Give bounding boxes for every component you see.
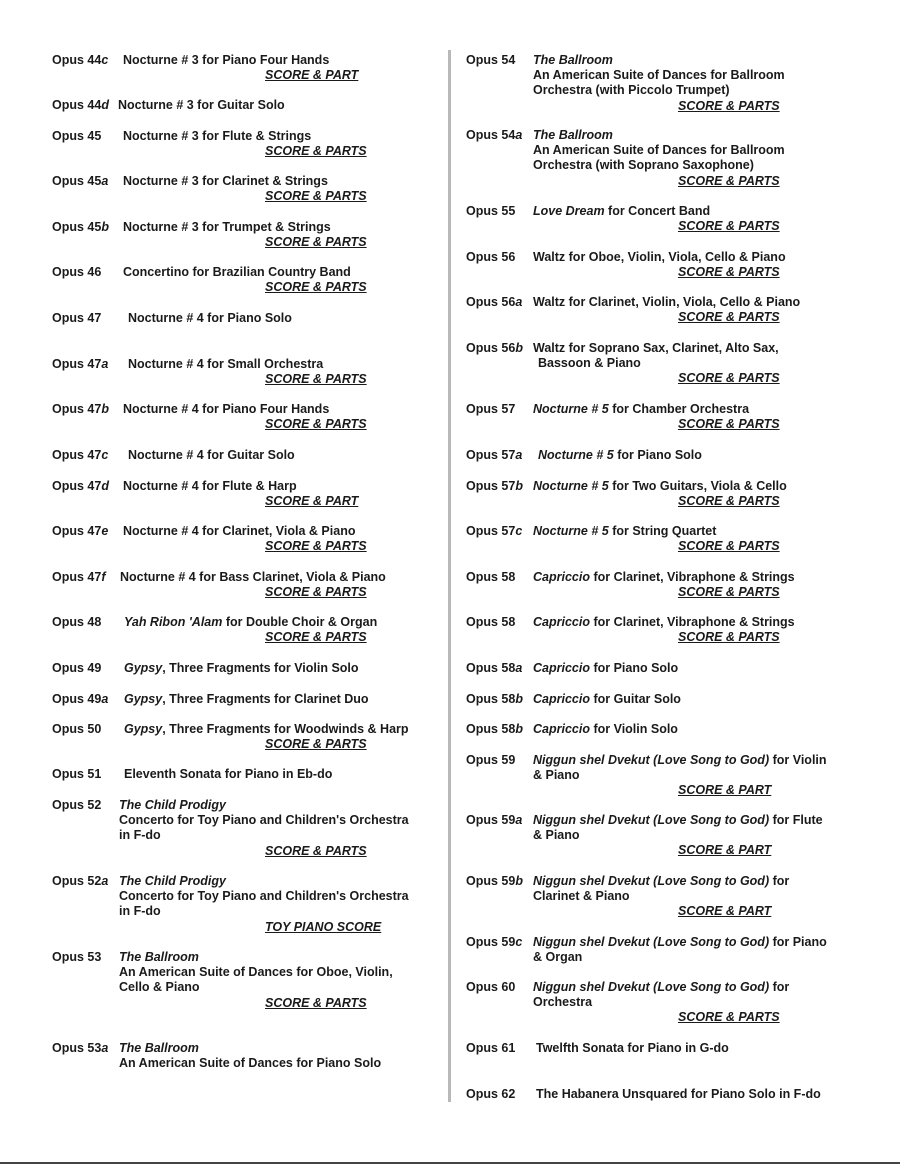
work-title-text: Nocturne # 4 for Flute & Harp <box>123 479 297 493</box>
score-parts-label: SCORE & PARTS <box>678 539 780 554</box>
work-title-line <box>533 53 900 68</box>
opus-suffix: b <box>515 341 523 355</box>
opus-suffix: c <box>515 935 523 949</box>
opus-number: Opus 49 <box>52 661 102 675</box>
opus-number: Opus 53 <box>52 950 102 964</box>
work-title-line <box>128 448 448 463</box>
work-title-line <box>533 995 900 1010</box>
score-parts-label: SCORE & PARTS <box>265 189 367 204</box>
work-title-text: for Violin <box>769 753 827 767</box>
work-title-italic: Capriccio <box>533 615 590 629</box>
work-title-text: Nocturne # 3 for Guitar Solo <box>118 98 285 112</box>
work-title-line <box>119 980 448 995</box>
opus-number: Opus 62 <box>466 1087 516 1101</box>
opus-number: Opus 49a <box>52 692 109 706</box>
work-title-line <box>123 220 448 235</box>
score-parts-label: SCORE & PARTS <box>265 630 367 645</box>
work-title-line <box>124 722 448 737</box>
work-title-text: for Violin Solo <box>589 722 678 736</box>
work-title-text: An American Suite of Dances for Ballroom <box>533 68 785 83</box>
score-parts-label: SCORE & PARTS <box>265 585 367 600</box>
opus-number: Opus 60 <box>466 980 516 994</box>
opus-suffix: d <box>101 98 109 112</box>
work-title-text: & Piano <box>533 768 580 783</box>
work-title-text: for String Quartet <box>608 524 717 538</box>
opus-suffix: b <box>515 874 523 888</box>
opus-number: Opus 59 <box>466 753 516 767</box>
opus-suffix: a <box>515 448 523 462</box>
opus-number: Opus 57a <box>466 448 523 462</box>
opus-suffix: b <box>515 722 523 736</box>
opus-number: Opus 56a <box>466 295 523 309</box>
work-title-line <box>119 904 448 919</box>
work-title-line <box>533 83 900 98</box>
score-parts-label: TOY PIANO SCORE <box>265 919 382 934</box>
score-parts-label: SCORE & PARTS <box>678 1010 780 1025</box>
work-title-text: An American Suite of Dances for Oboe, Violin, <box>119 965 393 980</box>
opus-suffix: d <box>101 479 109 493</box>
opus-suffix: a <box>515 661 523 675</box>
work-title-line <box>533 204 900 219</box>
work-title-italic: The Child Prodigy <box>119 874 226 888</box>
work-title-italic: The Ballroom <box>119 950 199 964</box>
opus-suffix: b <box>515 692 523 706</box>
opus-number: Opus 57b <box>466 479 523 493</box>
opus-suffix: f <box>101 570 106 584</box>
work-title-text: Nocturne # 4 for Small Orchestra <box>128 357 324 371</box>
work-title-line <box>538 356 900 371</box>
score-parts-label: SCORE & PARTS <box>678 630 780 645</box>
opus-suffix: c <box>515 524 523 538</box>
work-title-line <box>123 524 448 539</box>
opus-number: Opus 59a <box>466 813 523 827</box>
work-title-text: for Double Choir & Organ <box>222 615 378 629</box>
score-parts-label: SCORE & PARTS <box>678 310 780 325</box>
work-title-line <box>128 311 448 326</box>
work-title-text: Nocturne # 3 for Piano Four Hands <box>123 53 330 67</box>
work-title-text: Waltz for Oboe, Violin, Viola, Cello & Piano <box>533 250 786 264</box>
score-parts-label: SCORE & PARTS <box>678 173 780 188</box>
work-title-line <box>533 722 900 737</box>
work-title-text: , Three Fragments for Woodwinds & Harp <box>162 722 409 736</box>
score-parts-label: SCORE & PART <box>678 904 772 919</box>
work-title-italic: The Ballroom <box>119 1041 199 1055</box>
work-title-text: Orchestra (with Piccolo Trumpet) <box>533 83 730 98</box>
opus-number: Opus 56b <box>466 341 523 355</box>
opus-number: Opus 45 <box>52 129 102 143</box>
work-title-italic: The Ballroom <box>533 128 613 142</box>
work-title-text: for Guitar Solo <box>589 692 681 706</box>
opus-number: Opus 58b <box>466 722 523 736</box>
work-title-line <box>119 965 448 980</box>
work-title-line <box>124 692 448 707</box>
work-title-text: Orchestra (with Soprano Saxophone) <box>533 158 754 173</box>
work-title-italic: Niggun shel Dvekut (Love Song to God) <box>533 753 770 767</box>
score-parts-label: SCORE & PART <box>265 68 359 83</box>
opus-number: Opus 59c <box>466 935 523 949</box>
score-parts-label: SCORE & PARTS <box>678 371 780 386</box>
work-title-line <box>538 448 900 463</box>
work-title-italic: Capriccio <box>533 692 590 706</box>
opus-number: Opus 44d <box>52 98 109 112</box>
opus-number: Opus 58b <box>466 692 523 706</box>
work-title-text: , Three Fragments for Violin Solo <box>162 661 359 675</box>
opus-number: Opus 47b <box>52 402 109 416</box>
work-title-text: Twelfth Sonata for Piano in G-do <box>536 1041 729 1055</box>
work-title-text: Clarinet & Piano <box>533 889 630 904</box>
work-title-line <box>123 174 448 189</box>
opus-number: Opus 46 <box>52 265 102 279</box>
score-parts-label: SCORE & PART <box>678 843 772 858</box>
work-title-italic: Niggun shel Dvekut (Love Song to God) <box>533 935 770 949</box>
score-parts-label: SCORE & PART <box>265 494 359 509</box>
work-title-text: Nocturne # 4 for Guitar Solo <box>128 448 295 462</box>
work-title-text: Nocturne # 4 for Clarinet, Viola & Piano <box>123 524 356 538</box>
work-title-line <box>123 479 448 494</box>
opus-number: Opus 58 <box>466 615 516 629</box>
score-parts-label: SCORE & PARTS <box>265 144 367 159</box>
opus-suffix: a <box>101 1041 109 1055</box>
score-parts-label: SCORE & PARTS <box>265 235 367 250</box>
work-title-line <box>123 53 448 68</box>
work-title-text: An American Suite of Dances for Piano Solo <box>119 1056 382 1071</box>
work-title-line <box>119 798 448 813</box>
work-title-text: Concerto for Toy Piano and Children's Orchestra <box>119 889 409 904</box>
work-title-text: Waltz for Soprano Sax, Clarinet, Alto Sax, <box>533 341 779 355</box>
work-title-line <box>533 615 900 630</box>
work-title-line <box>533 768 900 783</box>
work-title-line <box>536 1087 900 1102</box>
score-parts-label: SCORE & PARTS <box>678 494 780 509</box>
score-parts-label: SCORE & PARTS <box>265 280 367 295</box>
opus-number: Opus 57c <box>466 524 523 538</box>
work-title-line <box>533 143 900 158</box>
opus-number: Opus 57 <box>466 402 516 416</box>
opus-number: Opus 54a <box>466 128 523 142</box>
work-title-line <box>119 874 448 889</box>
work-title-text: Nocturne # 4 for Piano Four Hands <box>123 402 330 416</box>
work-title-text: Nocturne # 4 for Piano Solo <box>128 311 292 325</box>
work-title-line <box>533 158 900 173</box>
opus-number: Opus 52a <box>52 874 109 888</box>
opus-number: Opus 47 <box>52 311 102 325</box>
work-title-line <box>124 615 448 630</box>
opus-number: Opus 47a <box>52 357 109 371</box>
score-parts-label: SCORE & PARTS <box>265 417 367 432</box>
work-title-line <box>533 250 900 265</box>
work-title-line <box>533 524 900 539</box>
work-title-text: Nocturne # 3 for Clarinet & Strings <box>123 174 328 188</box>
work-title-line <box>123 129 448 144</box>
work-title-line <box>124 767 448 782</box>
work-title-italic: Capriccio <box>533 722 590 736</box>
work-title-text: Nocturne # 3 for Flute & Strings <box>123 129 312 143</box>
work-title-line <box>533 570 900 585</box>
work-title-line <box>533 935 900 950</box>
work-title-italic: Gypsy <box>124 692 163 706</box>
opus-suffix: b <box>101 220 109 234</box>
work-title-text: for <box>769 980 790 994</box>
score-parts-label: SCORE & PARTS <box>678 219 780 234</box>
work-title-line <box>533 661 900 676</box>
work-title-text: for <box>769 874 790 888</box>
score-parts-label: SCORE & PARTS <box>678 98 780 113</box>
opus-number: Opus 47c <box>52 448 109 462</box>
work-title-text: for Piano Solo <box>589 661 679 675</box>
opus-suffix: c <box>101 448 109 462</box>
column-divider <box>448 50 451 1102</box>
score-parts-label: SCORE & PARTS <box>265 539 367 554</box>
work-title-line <box>119 1041 448 1056</box>
work-title-line <box>123 265 448 280</box>
opus-number: Opus 58a <box>466 661 523 675</box>
opus-suffix: a <box>101 692 109 706</box>
work-title-line <box>533 479 900 494</box>
work-title-line <box>533 692 900 707</box>
work-title-italic: Nocturne # 5 <box>538 448 614 462</box>
work-title-text: Concerto for Toy Piano and Children's Orchestra <box>119 813 409 828</box>
work-title-italic: Niggun shel Dvekut (Love Song to God) <box>533 813 770 827</box>
opus-number: Opus 54 <box>466 53 516 67</box>
work-title-text: Bassoon & Piano <box>538 356 641 371</box>
work-title-text: for Chamber Orchestra <box>608 402 750 416</box>
work-title-text: for Clarinet, Vibraphone & Strings <box>589 570 795 584</box>
work-title-text: Nocturne # 4 for Bass Clarinet, Viola & Piano <box>120 570 386 584</box>
opus-number: Opus 58 <box>466 570 516 584</box>
score-parts-label: SCORE & PARTS <box>265 737 367 752</box>
work-title-text: , Three Fragments for Clarinet Duo <box>162 692 369 706</box>
work-title-italic: Yah Ribon 'Alam <box>124 615 223 629</box>
work-title-line <box>119 950 448 965</box>
work-title-text: The Habanera Unsquared for Piano Solo in F-do <box>536 1087 821 1101</box>
opus-number: Opus 45b <box>52 220 109 234</box>
work-title-text: & Organ <box>533 950 583 965</box>
opus-number: Opus 61 <box>466 1041 516 1055</box>
work-title-line <box>119 1056 448 1071</box>
opus-suffix: a <box>515 128 523 142</box>
opus-number: Opus 51 <box>52 767 102 781</box>
work-title-italic: Capriccio <box>533 661 590 675</box>
work-title-text: & Piano <box>533 828 580 843</box>
work-title-line <box>533 68 900 83</box>
work-title-line <box>533 874 900 889</box>
work-title-text: Cello & Piano <box>119 980 200 995</box>
work-title-text: in F-do <box>119 904 161 919</box>
work-title-line <box>533 813 900 828</box>
work-title-line <box>123 402 448 417</box>
opus-suffix: a <box>101 357 109 371</box>
work-title-italic: Gypsy <box>124 722 163 736</box>
work-title-line <box>533 341 900 356</box>
work-title-text: in F-do <box>119 828 161 843</box>
work-title-italic: Love Dream <box>533 204 605 218</box>
work-title-text: for Concert Band <box>604 204 711 218</box>
work-title-line <box>533 128 900 143</box>
work-title-line <box>124 661 448 676</box>
work-title-italic: Gypsy <box>124 661 163 675</box>
work-title-italic: Capriccio <box>533 570 590 584</box>
work-title-line <box>533 402 900 417</box>
work-title-text: for Flute <box>769 813 823 827</box>
work-title-text: Waltz for Clarinet, Violin, Viola, Cello & Piano <box>533 295 801 309</box>
score-parts-label: SCORE & PART <box>678 783 772 798</box>
work-title-italic: Niggun shel Dvekut (Love Song to God) <box>533 980 770 994</box>
score-parts-label: SCORE & PARTS <box>265 372 367 387</box>
work-title-line <box>119 828 448 843</box>
opus-number: Opus 52 <box>52 798 102 812</box>
opus-suffix: c <box>101 53 109 67</box>
score-parts-label: SCORE & PARTS <box>265 995 367 1010</box>
work-title-line <box>119 889 448 904</box>
opus-number: Opus 50 <box>52 722 102 736</box>
work-title-text: for Piano <box>769 935 827 949</box>
opus-number: Opus 48 <box>52 615 102 629</box>
opus-suffix: a <box>101 874 109 888</box>
work-title-italic: The Child Prodigy <box>119 798 226 812</box>
work-title-text: Concertino for Brazilian Country Band <box>123 265 351 279</box>
work-title-line <box>533 828 900 843</box>
work-title-text: for Piano Solo <box>613 448 702 462</box>
score-parts-label: SCORE & PARTS <box>678 417 780 432</box>
opus-number: Opus 53a <box>52 1041 109 1055</box>
opus-suffix: a <box>515 813 523 827</box>
work-title-text: for Clarinet, Vibraphone & Strings <box>589 615 795 629</box>
opus-number: Opus 59b <box>466 874 523 888</box>
opus-suffix: a <box>515 295 523 309</box>
work-title-text: for Two Guitars, Viola & Cello <box>608 479 787 493</box>
work-title-italic: The Ballroom <box>533 53 613 67</box>
work-title-italic: Nocturne # 5 <box>533 479 609 493</box>
opus-suffix: b <box>515 479 523 493</box>
opus-number: Opus 55 <box>466 204 516 218</box>
work-title-text: An American Suite of Dances for Ballroom <box>533 143 785 158</box>
work-title-italic: Nocturne # 5 <box>533 524 609 538</box>
work-title-text: Orchestra <box>533 995 593 1010</box>
opus-number: Opus 44c <box>52 53 109 67</box>
opus-number: Opus 47e <box>52 524 109 538</box>
opus-suffix: b <box>101 402 109 416</box>
work-title-line <box>533 950 900 965</box>
work-title-line <box>533 753 900 768</box>
opus-number: Opus 47f <box>52 570 106 584</box>
work-title-line <box>119 813 448 828</box>
score-parts-label: SCORE & PARTS <box>265 843 367 858</box>
work-title-italic: Nocturne # 5 <box>533 402 609 416</box>
opus-suffix: e <box>101 524 109 538</box>
score-parts-label: SCORE & PARTS <box>678 585 780 600</box>
opus-number: Opus 56 <box>466 250 516 264</box>
work-title-text: Eleventh Sonata for Piano in Eb-do <box>124 767 333 781</box>
work-title-italic: Niggun shel Dvekut (Love Song to God) <box>533 874 770 888</box>
opus-suffix: a <box>101 174 109 188</box>
work-title-line <box>533 295 900 310</box>
opus-number: Opus 45a <box>52 174 109 188</box>
work-title-line <box>533 980 900 995</box>
score-parts-label: SCORE & PARTS <box>678 265 780 280</box>
work-title-line <box>118 98 448 113</box>
opus-number: Opus 47d <box>52 479 109 493</box>
work-title-text: Nocturne # 3 for Trumpet & Strings <box>123 220 331 234</box>
work-title-line <box>533 889 900 904</box>
work-title-line <box>128 357 448 372</box>
work-title-line <box>536 1041 900 1056</box>
work-title-line <box>120 570 448 585</box>
